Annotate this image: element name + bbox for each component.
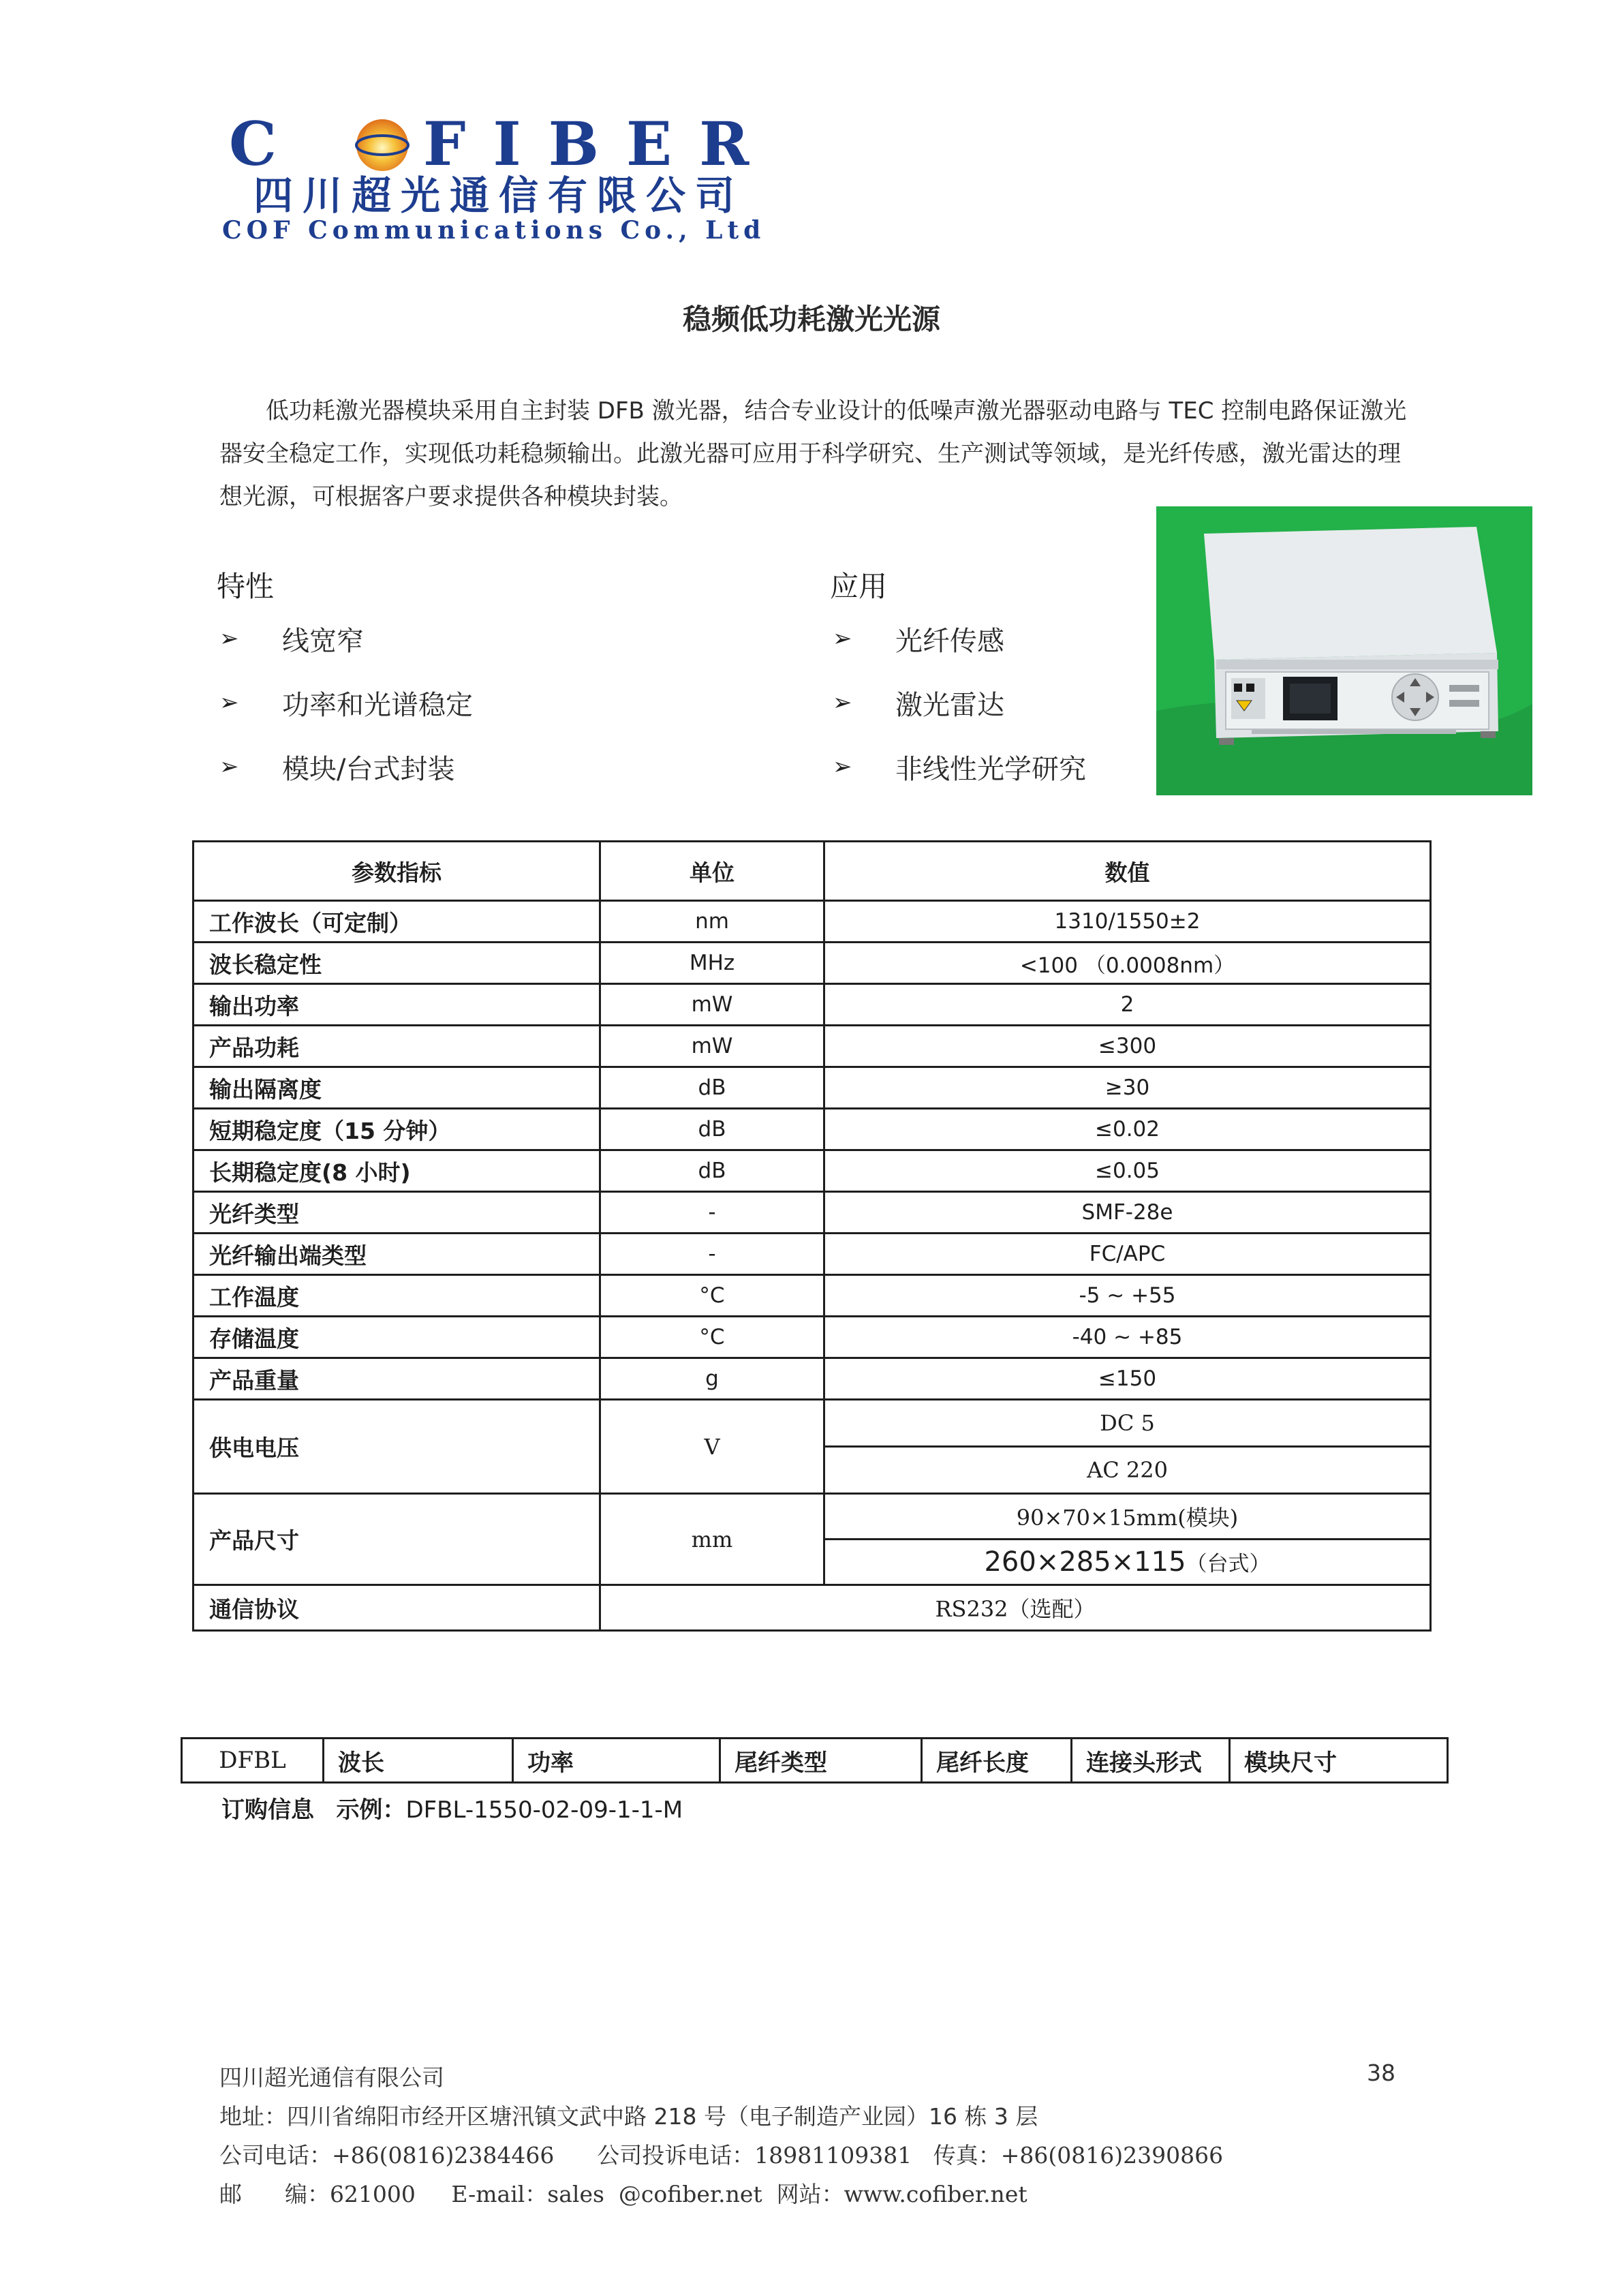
param-unit: g xyxy=(600,1358,824,1400)
document-title: 稳频低功耗激光光源 xyxy=(682,303,940,336)
features-list xyxy=(219,607,473,799)
order-example-code: DFBL-1550-02-09-1-1-M xyxy=(405,1796,683,1824)
order-cell-model: DFBL xyxy=(182,1739,324,1783)
param-unit: dB xyxy=(600,1067,824,1109)
param-value: FC/APC xyxy=(824,1234,1431,1275)
table-row xyxy=(194,1358,1431,1400)
comm-value: RS232（选配） xyxy=(600,1585,1431,1631)
arrow-bullet-icon: ➢ xyxy=(219,625,239,652)
arrow-bullet-icon: ➢ xyxy=(833,625,852,652)
list-item xyxy=(833,607,1086,671)
param-name: 输出功率 xyxy=(194,984,600,1026)
arrow-bullet-icon: ➢ xyxy=(219,689,239,716)
application-label: 激光雷达 xyxy=(895,689,1004,721)
table-row xyxy=(194,1067,1431,1109)
param-value: ≤150 xyxy=(824,1358,1431,1400)
param-value: ≤0.05 xyxy=(824,1150,1431,1192)
company-logo xyxy=(222,117,931,245)
param-value: ≤300 xyxy=(824,1026,1431,1067)
param-value: ≥30 xyxy=(824,1067,1431,1109)
param-unit: dB xyxy=(600,1150,824,1192)
arrow-bullet-icon: ➢ xyxy=(833,689,852,716)
list-item xyxy=(219,671,473,735)
table-row xyxy=(182,1739,1448,1783)
footer-address: 地址：四川省绵阳市经开区塘汛镇文武中路 218 号（电子制造产业园）16 栋 3 层 xyxy=(219,2103,1038,2130)
param-value: 2 xyxy=(824,984,1431,1026)
size-value-module: 90×70×15mm(模块) xyxy=(824,1494,1431,1540)
table-header-row xyxy=(194,842,1431,901)
table-row xyxy=(194,1192,1431,1234)
list-item xyxy=(833,671,1086,735)
param-value: SMF-28e xyxy=(824,1192,1431,1234)
param-unit: °C xyxy=(600,1275,824,1317)
param-unit: - xyxy=(600,1192,824,1234)
list-item xyxy=(219,607,473,671)
table-row xyxy=(194,943,1431,984)
param-unit: nm xyxy=(600,901,824,943)
arrow-bullet-icon: ➢ xyxy=(833,753,852,780)
list-item xyxy=(219,735,473,799)
arrow-bullet-icon: ➢ xyxy=(219,753,239,780)
header-unit: 单位 xyxy=(600,842,824,901)
logo-company-cn: 四川超光通信有限公司 xyxy=(253,172,745,219)
page-footer xyxy=(219,2058,1223,2214)
param-unit: mW xyxy=(600,1026,824,1067)
order-example xyxy=(221,1791,683,1824)
order-label: 订购信息 xyxy=(221,1796,314,1824)
spec-table xyxy=(192,840,1432,1632)
footer-company: 四川超光通信有限公司 xyxy=(219,2064,444,2091)
param-name: 工作波长（可定制） xyxy=(194,901,600,943)
intro-paragraph xyxy=(219,390,1408,519)
footer-phones xyxy=(219,2136,1223,2175)
table-row xyxy=(194,1026,1431,1067)
features-heading: 特性 xyxy=(217,570,275,603)
feature-label: 线宽窄 xyxy=(282,625,364,657)
param-name: 波长稳定性 xyxy=(194,943,600,984)
svg-text:C: C xyxy=(229,117,277,179)
table-row xyxy=(194,1109,1431,1150)
table-row xyxy=(194,901,1431,943)
page-number: 38 xyxy=(1367,2060,1395,2086)
list-item xyxy=(833,735,1086,799)
svg-text:FIBER: FIBER xyxy=(423,117,777,179)
feature-label: 功率和光谱稳定 xyxy=(282,689,473,721)
order-cell-power: 功率 xyxy=(513,1739,720,1783)
param-value: <100 （0.0008nm） xyxy=(824,943,1431,984)
param-unit: °C xyxy=(600,1317,824,1358)
param-value: ≤0.02 xyxy=(824,1109,1431,1150)
footer-postcode: 邮 编：621000 xyxy=(219,2181,416,2207)
param-value: -5 ~ +55 xyxy=(824,1275,1431,1317)
order-table xyxy=(181,1737,1449,1784)
size-desktop-suffix: （台式） xyxy=(1186,1552,1271,1576)
footer-email: E-mail：sales @cofiber.net xyxy=(451,2181,762,2207)
application-label: 光纤传感 xyxy=(895,625,1004,657)
param-unit: MHz xyxy=(600,943,824,984)
footer-phone: 公司电话：+86(0816)2384466 xyxy=(219,2142,555,2169)
param-unit: dB xyxy=(600,1109,824,1150)
order-cell-connector: 连接头形式 xyxy=(1072,1739,1230,1783)
table-row xyxy=(194,984,1431,1026)
header-parameter: 参数指标 xyxy=(194,842,600,901)
intro-text: 低功耗激光器模块采用自主封装 DFB 激光器，结合专业设计的低噪声激光器驱动电路与 TEC 控制电路保证激光器安全稳定工作，实现低功耗稳频输出。此激光器可应用于科学研究、生产测试等领域，是光纤传感，激光雷达的理想光源，可根据客户要求提供各种模块封装。 xyxy=(219,397,1407,510)
table-row xyxy=(194,1150,1431,1192)
size-value-desktop xyxy=(824,1540,1431,1585)
size-desktop-dims: 260×285×115 xyxy=(984,1546,1186,1578)
param-name: 输出隔离度 xyxy=(194,1067,600,1109)
product-photo xyxy=(1156,506,1532,795)
applications-heading: 应用 xyxy=(830,570,888,603)
table-row xyxy=(194,1275,1431,1317)
size-name: 产品尺寸 xyxy=(194,1494,600,1585)
comm-name: 通信协议 xyxy=(194,1585,600,1631)
param-name: 产品功耗 xyxy=(194,1026,600,1067)
size-unit: mm xyxy=(600,1494,824,1585)
param-name: 光纤类型 xyxy=(194,1192,600,1234)
footer-contact xyxy=(219,2175,1223,2214)
header-value: 数值 xyxy=(824,842,1431,901)
table-row xyxy=(194,1234,1431,1275)
supply-name: 供电电压 xyxy=(194,1400,600,1494)
param-unit: - xyxy=(600,1234,824,1275)
logo-company-en: COF Communications Co., Ltd xyxy=(222,216,766,245)
supply-value-dc: DC 5 xyxy=(824,1400,1431,1447)
order-cell-pigtail-type: 尾纤类型 xyxy=(720,1739,922,1783)
table-row xyxy=(194,1494,1431,1540)
footer-fax: 传真：+86(0816)2390866 xyxy=(933,2142,1224,2169)
param-name: 光纤输出端类型 xyxy=(194,1234,600,1275)
param-name: 工作温度 xyxy=(194,1275,600,1317)
table-row xyxy=(194,1585,1431,1631)
footer-complaint-phone: 公司投诉电话：18981109381 xyxy=(597,2142,912,2169)
order-cell-pigtail-length: 尾纤长度 xyxy=(922,1739,1072,1783)
supply-unit: V xyxy=(600,1400,824,1494)
param-name: 长期稳定度(8 小时) xyxy=(194,1150,600,1192)
param-value: 1310/1550±2 xyxy=(824,901,1431,943)
table-row xyxy=(194,1400,1431,1447)
table-row xyxy=(194,1317,1431,1358)
order-cell-module-size: 模块尺寸 xyxy=(1230,1739,1448,1783)
application-label: 非线性光学研究 xyxy=(895,753,1086,785)
footer-website: 网站：www.cofiber.net xyxy=(776,2181,1027,2207)
order-example-label: 示例： xyxy=(336,1796,406,1824)
applications-list xyxy=(833,607,1086,799)
supply-value-ac: AC 220 xyxy=(824,1447,1431,1494)
param-value: -40 ~ +85 xyxy=(824,1317,1431,1358)
param-unit: mW xyxy=(600,984,824,1026)
feature-label: 模块/台式封装 xyxy=(282,753,455,785)
param-name: 产品重量 xyxy=(194,1358,600,1400)
order-cell-wavelength: 波长 xyxy=(324,1739,513,1783)
param-name: 短期稳定度（15 分钟） xyxy=(194,1109,600,1150)
param-name: 存储温度 xyxy=(194,1317,600,1358)
